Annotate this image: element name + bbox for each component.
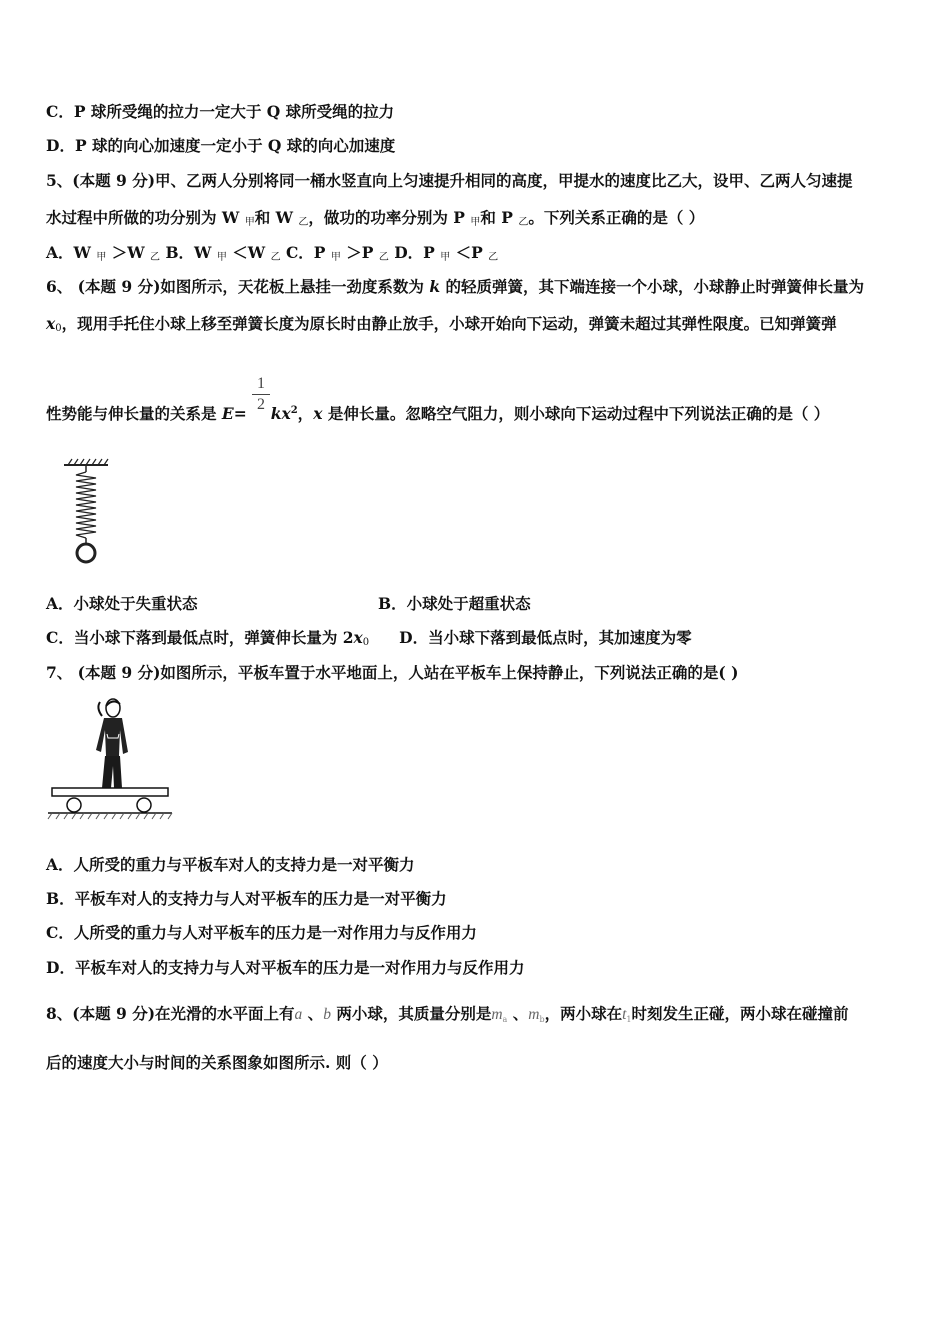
q5-stem-line1: 5、(本题 9 分)甲、乙两人分别将同一桶水竖直向上匀速提升相同的高度，甲提水的速度比乙大，设甲、乙两人匀速提 [46, 171, 853, 190]
q8-stem-line1: 8、(本题 9 分)在光滑的水平面上有a 、b 两小球，其质量分别是ma 、mb，两小球在t1时刻发生正碰，两小球在碰撞前 [46, 1004, 849, 1024]
q5-options: A．W $_甲$ ＞W $_乙$ B．W $_甲$ ＜W $_乙$ C．P $_甲$ ＞P $_乙$ D．P $_甲$ ＜P $_乙$ [46, 243, 499, 263]
q7-option-a: A．人所受的重力与平板车对人的支持力是一对平衡力 [46, 855, 415, 874]
q5-stem-line2: 水过程中所做的功分别为 W $_甲$和 W $_乙$，做功的功率分别为 P $_甲$和 P $_乙$。下列关系正确的是（ ） [46, 208, 705, 228]
q7-stem: 7、 (本题 9 分)如图所示，平板车置于水平地面上，人站在平板车上保持静止，下列说法正确的是( ) [46, 663, 739, 682]
q6-stem-line1: 6、 (本题 9 分)如图所示，天花板上悬挂一劲度系数为 k 的轻质弹簧，其下端连接一个小球，小球静止时弹簧伸长量为 [46, 277, 864, 296]
q7-option-b: B．平板车对人的支持力与人对平板车的压力是一对平衡力 [46, 889, 447, 908]
fraction-one-half: 1 2 [252, 375, 270, 414]
q6-option-b: B．小球处于超重状态 [378, 594, 531, 613]
q8-stem-line2: 后的速度大小与时间的关系图象如图所示. 则（ ） [46, 1053, 388, 1072]
spring-ball-diagram [60, 458, 112, 570]
person-on-cart-diagram [46, 694, 174, 824]
q7-option-c: C．人所受的重力与人对平板车的压力是一对作用力与反作用力 [46, 923, 477, 942]
q4-option-c: C．P 球所受绳的拉力一定大于 Q 球所受绳的拉力 [46, 102, 395, 121]
q6-stem-line3: 性势能与伸长量的关系是 $E= kx^2$，x 是伸长量。忽略空气阻力，则小球向下运动过程中下列说法正确的是（ ） [46, 404, 830, 423]
q6-stem-line2: $x_0$，现用手托住小球上移至弹簧长度为原长时由静止放手，小球开始向下运动，弹簧未超过其弹性限度。已知弹簧弹 [46, 314, 837, 334]
q6-option-a: A．小球处于失重状态 [46, 594, 198, 613]
q6-option-c-d: C．当小球下落到最低点时，弹簧伸长量为 $2x_0$ D．当小球下落到最低点时，其加速度为零 [46, 628, 692, 648]
q4-option-d: D．P 球的向心加速度一定小于 Q 球的向心加速度 [46, 136, 396, 155]
q7-option-d: D．平板车对人的支持力与人对平板车的压力是一对作用力与反作用力 [46, 958, 525, 977]
